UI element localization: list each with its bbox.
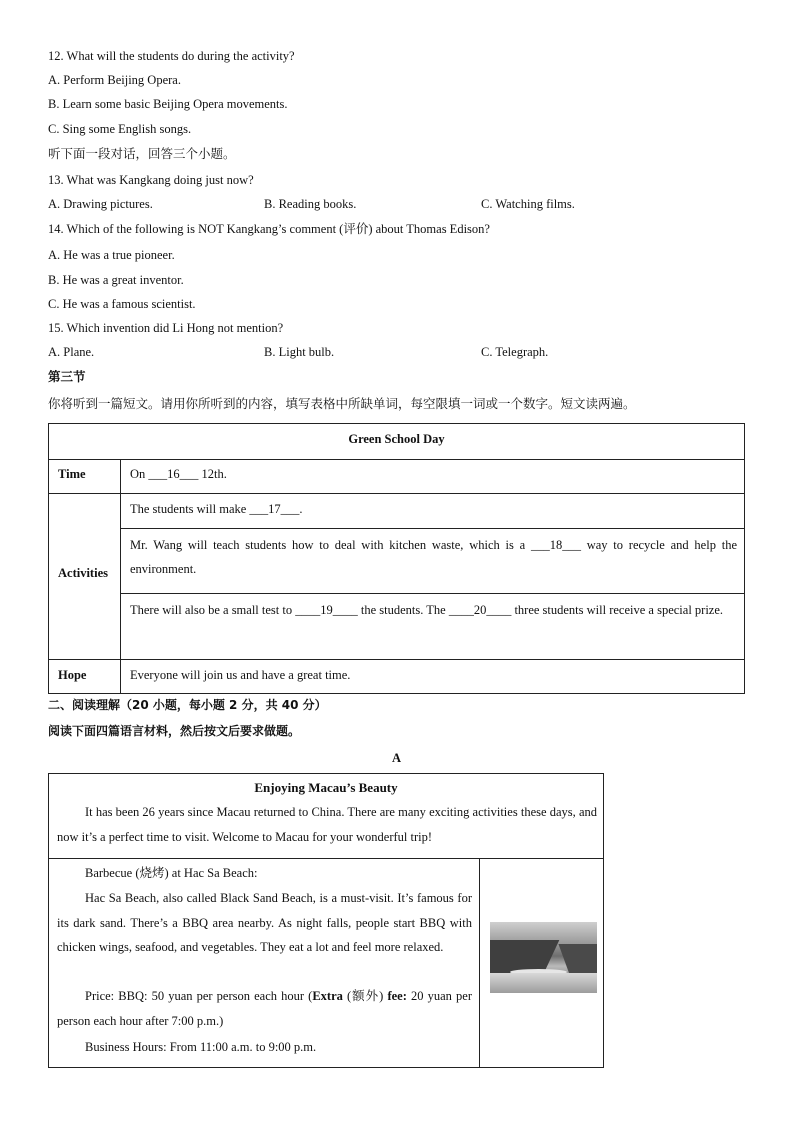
q14-stem: 14. Which of the following is NOT Kangkang’s comment (评价) about Thomas Edison? <box>48 222 490 236</box>
activities-label: Activities <box>58 566 108 580</box>
time-row: On ___16___ 12th. <box>130 467 227 481</box>
bbq-description: Hac Sa Beach, also called Black Sand Beach, is a must-visit. It’s famous for its dark sand. There’s a BBQ area nearby. As night falls, people start BBQ with chicken wings, seafood, and vegetables. They eat a lot and feel more relaxed. <box>57 891 472 954</box>
activity-2: Mr. Wang will teach students how to deal with kitchen waste, which is a ___18___ way to recycle and help the environment. <box>130 538 737 576</box>
activity-3: There will also be a small test to ____19____ the students. The ____20____ three students will receive a special prize. <box>130 603 724 617</box>
q15-option-c: C. Telegraph. <box>481 345 549 359</box>
q14-option-a: A. He was a true pioneer. <box>48 248 175 262</box>
q12-option-c: C. Sing some English songs. <box>48 122 192 136</box>
q14-option-b: B. He was a great inventor. <box>48 273 184 287</box>
passage-letter: A <box>392 751 402 765</box>
section3-instruction: 你将听到一篇短文。请用你所听到的内容，填写表格中所缺单词，每空限填一词或一个数字。短文读两遍。 <box>48 396 636 411</box>
q15-option-a: A. Plane. <box>48 345 95 359</box>
blank-20[interactable]: ____20____ <box>448 603 512 617</box>
passage-intro: It has been 26 years since Macau returned to China. There are many exciting activities these days, and now it’s a perfect time to visit. Welcome to Macau for your wonderful trip! <box>57 805 597 844</box>
part2-heading: 二、阅读理解（20 小题，每小题 2 分，共 40 分） <box>48 698 327 712</box>
bbq-price: Price: BBQ: 50 yuan per person each hour (Extra (额外) fee: 20 yuan per person each hour after 7:00 p.m.) <box>57 989 472 1028</box>
bbq-heading: Barbecue (烧烤) at Hac Sa Beach: <box>85 866 258 880</box>
q15-stem: 15. Which invention did Li Hong not mention? <box>48 321 284 335</box>
section3-title: 第三节 <box>48 369 86 384</box>
q13-option-c: C. Watching films. <box>481 197 575 211</box>
q13-option-b: B. Reading books. <box>264 197 357 211</box>
macau-passage-table <box>48 773 604 1068</box>
green-school-day-table <box>48 423 745 694</box>
q12-stem: 12. What will the students do during the activity? <box>48 49 295 63</box>
q12-option-b: B. Learn some basic Beijing Opera movements. <box>48 97 288 111</box>
q13-stem: 13. What was Kangkang doing just now? <box>48 173 254 187</box>
blank-16[interactable]: ___16___ <box>148 467 199 481</box>
time-label: Time <box>58 467 86 481</box>
blank-19[interactable]: ____19____ <box>295 603 358 617</box>
activity-1: The students will make ___17___. <box>130 502 303 516</box>
q15-option-b: B. Light bulb. <box>264 345 335 359</box>
q12-option-a: A. Perform Beijing Opera. <box>48 73 181 87</box>
hac-sa-beach-photo <box>490 922 597 993</box>
dialog-instruction: 听下面一段对话，回答三个小题。 <box>48 146 236 161</box>
business-hours: Business Hours: From 11:00 a.m. to 9:00 p.m. <box>85 1040 317 1054</box>
q13-option-a: A. Drawing pictures. <box>48 197 153 211</box>
blank-17[interactable]: ___17___ <box>249 502 300 516</box>
q14-option-c: C. He was a famous scientist. <box>48 297 196 311</box>
part2-instruction: 阅读下面四篇语言材料，然后按文后要求做题。 <box>48 724 301 738</box>
blank-18[interactable]: ___18___ <box>530 538 581 552</box>
hope-label: Hope <box>58 668 87 682</box>
hope-text: Everyone will join us and have a great time. <box>130 668 351 682</box>
table-title: Green School Day <box>348 432 445 446</box>
passage-title: Enjoying Macau’s Beauty <box>254 780 398 795</box>
